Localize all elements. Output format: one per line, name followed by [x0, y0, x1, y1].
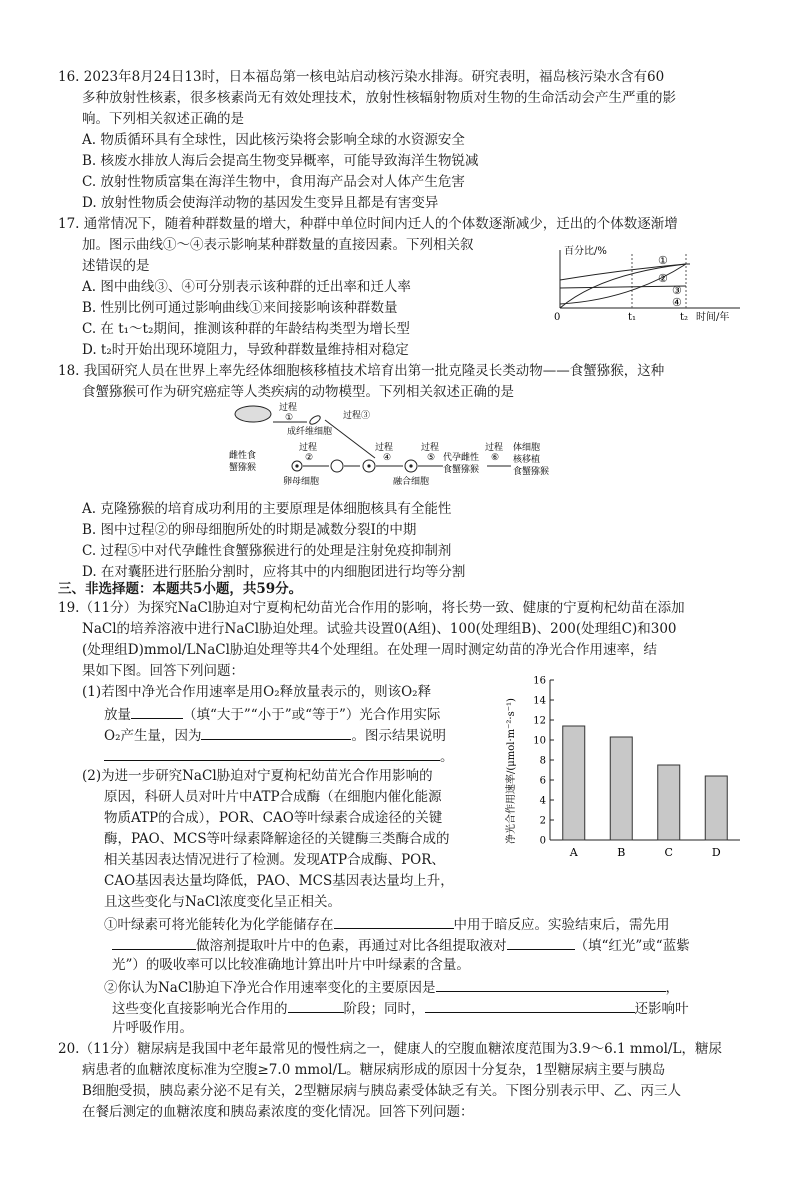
chart-category-label: A: [569, 846, 578, 859]
q18-clone-label1: 体细胞: [513, 443, 541, 453]
q18-stem-line2: 食蟹猕猴可作为研究癌症等人类疾病的动物模型。下列相关叙述正确的是: [82, 384, 514, 400]
q19-sub2-text-d: 还影响叶: [634, 1001, 689, 1017]
q19-blank-8[interactable]: [288, 998, 344, 1013]
chart-y-tick-label: 12: [533, 715, 546, 727]
q19-part2-line3: 物质ATP的合成），POR、CAO等叶绿素合成途径的关键: [104, 810, 443, 826]
q19-part1-line4: [104, 746, 454, 766]
q17-population-graph: [540, 244, 750, 324]
q18-option-a: A. 克隆猕猴的培育成功利用的主要原理是体细胞核具有全能性: [82, 501, 452, 517]
q16-option-b: B. 核废水排放人海后会提高生物变异概率，可能导致海洋生物锐减: [82, 153, 479, 169]
q19-blank-9[interactable]: [425, 998, 635, 1013]
q19-sub1-line2: [112, 935, 690, 955]
q19-blank-1[interactable]: [131, 704, 183, 719]
q19-blank-5[interactable]: [112, 935, 196, 950]
q18-egg-nucleus: [295, 464, 298, 467]
q19-sub2-line2: [112, 998, 689, 1018]
chart-bar-B: [610, 737, 632, 840]
q19-part1-text-b: （填“大于”“小于”或“等于”）光合作用实际: [183, 707, 441, 723]
q19-blank-4[interactable]: [334, 914, 454, 929]
q18-p1-label: 过程: [279, 403, 298, 413]
q20-stem-line3: B细胞受损，胰岛素分泌不足有关，2型糖尿病与胰岛素受体缺乏有关。下图分别表示甲、乙、丙三人: [82, 1083, 682, 1099]
q19-stem-line3: (处理组D)mmol/LNaCl胁迫处理等共4个处理组。在处理一周时测定幼苗的净光合作用速率，结: [82, 642, 658, 658]
q19-sub1-text-c: 做溶剂提取叶片中的色素，再通过对比各组提取液对: [196, 938, 507, 954]
q17-label-4: ④: [672, 296, 682, 309]
q18-option-b: B. 图中过程②的卵母细胞所处的时期是减数分裂Ⅰ的中期: [82, 522, 417, 538]
q18-surrogate-label2: 食蟹猕猴: [443, 465, 480, 475]
q18-female-label1: 雌性食: [229, 451, 257, 461]
chart-bar-A: [563, 726, 585, 840]
q17-stem-line2: 加。图示曲线①～④表示影响某种群数量的直接因素。下列相关叙: [82, 237, 474, 253]
chart-y-tick-label: 10: [533, 735, 546, 747]
q16-stem-line3: 响。下列相关叙述正确的是: [82, 111, 244, 127]
q19-bar-chart: [498, 672, 748, 862]
q18-p1-num: ①: [285, 413, 294, 423]
q18-cloning-diagram: [225, 400, 585, 500]
q18-enucleated-egg: [331, 460, 343, 472]
q17-xlabel: 时间/年: [696, 312, 730, 323]
q17-option-b: B. 性别比例可通过影响曲线①来间接影响该种群数量: [82, 300, 398, 316]
q19-part2-line2: 原因，科研人员对叶片中ATP合成酶（在细胞内催化能源: [104, 789, 442, 805]
chart-bar-C: [658, 765, 680, 840]
chart-category-label: C: [664, 846, 673, 859]
q19-stem-line4: 果如下图。回答下列问题：: [82, 663, 244, 679]
q18-p5-label: 过程: [421, 443, 440, 453]
q17-label-3: ③: [672, 284, 682, 297]
q19-sub1-line1: [104, 914, 670, 934]
chart-y-tick-label: 2: [539, 815, 546, 827]
q16-stem-line1: 16. 2023年8月24日13时，日本福岛第一核电站启动核污染水排海。研究表明，福岛核污染水含有60: [58, 69, 665, 85]
chart-bar-D: [705, 776, 727, 840]
q18-fused-label: 融合细胞: [393, 477, 430, 487]
q17-t1: t₁: [628, 312, 637, 323]
q19-stem-line1: 19.（11分）为探究NaCl胁迫对宁夏枸杞幼苗光合作用的影响，将长势一致、健康的宁夏枸杞幼苗在添加: [58, 600, 685, 616]
q19-stem-line2: NaCl的培养溶液中进行NaCl胁迫处理。试验共设置0(A组)、100(处理组B)、200(处理组C)和300: [82, 621, 677, 637]
q18-clone-label3: 食蟹猕猴: [513, 467, 550, 477]
q19-blank-3[interactable]: [104, 746, 440, 761]
q20-stem-line4: 在餐后测定的血糖浓度和胰岛素浓度的变化情况。回答下列问题：: [82, 1104, 474, 1120]
q18-p5-num: ⑤: [427, 453, 436, 463]
chart-y-tick-label: 16: [533, 675, 546, 687]
q17-option-a: A. 图中曲线③、④可分别表示该种群的迁出率和迁人率: [82, 279, 411, 295]
q19-part2-line5: 相关基因表达情况进行了检测。发现ATP合成酶、POR、: [104, 852, 445, 868]
q19-part1-text-d: 。图示结果说明: [351, 728, 446, 744]
q16-option-a: A. 物质循环具有全球性，因此核污染将会影响全球的水资源安全: [82, 132, 465, 148]
q17-stem-line3: 述错误的是: [82, 258, 150, 274]
q20-stem-line2: 病患者的血糖浓度标准为空腹≥7.0 mmol/L。糖尿病形成的原因十分复杂，1型糖尿病主要与胰岛: [82, 1062, 666, 1078]
q18-egg-label: 卵母细胞: [283, 477, 320, 487]
q18-clone-label2: 核移植: [513, 455, 541, 465]
q17-label-2: ②: [658, 272, 668, 285]
q19-sub1-text-d: （填“红光”或“蓝紫: [574, 938, 690, 954]
q19-sub1-text-b: 中用于暗反应。实验结束后，需先用: [453, 917, 670, 933]
q18-p2-label: 过程: [299, 443, 318, 453]
q18-fibroblast-label: 成纤维细胞: [287, 427, 333, 437]
q19-part1-line2: [104, 704, 440, 724]
q18-culture-dish: [235, 406, 271, 422]
chart-y-tick-label: 4: [539, 795, 546, 807]
q18-fibroblast-shape: [308, 414, 321, 426]
q18-p4-num: ④: [383, 453, 392, 463]
chart-y-tick-label: 0: [539, 835, 546, 847]
q19-sub2-text-c: 阶段；同时，: [343, 1001, 425, 1017]
q18-option-d: D. 在对囊胚进行胚胎分割时，应将其中的内细胞团进行均等分割: [82, 564, 466, 580]
section-3-heading: 三、非选择题：本题共5小题，共59分。: [58, 581, 303, 597]
q16-stem-line2: 多种放射性核素，很多核素尚无有效处理技术，放射性核辐射物质对生物的生命活动会产生严重的影: [82, 90, 676, 106]
q19-part1-end: 。: [440, 749, 454, 765]
q19-part1-line1: (1)若图中净光合作用速率是用O₂释放量表示的，则该O₂释: [82, 684, 432, 700]
q18-p4-label: 过程: [375, 443, 394, 453]
q18-reconstructed-nucleus: [367, 464, 370, 467]
q18-p2-num: ②: [305, 453, 314, 463]
q19-part1-text-c: O₂产生量，因为: [104, 728, 202, 744]
q19-part1-line3: [104, 725, 446, 745]
q18-arrow-3: [325, 420, 375, 458]
q17-t2: t₂: [680, 312, 689, 323]
q19-part2-line4: 酶，PAO、MCS等叶绿素降解途径的关键酶三类酶合成的: [104, 831, 450, 847]
q18-p6-num: ⑥: [491, 453, 500, 463]
q17-label-1: ①: [658, 254, 668, 267]
q18-surrogate-label1: 代孕雌性: [443, 453, 480, 463]
q16-option-d: D. 放射性物质会使海洋动物的基因发生变异且都是有害变异: [82, 195, 439, 211]
chart-y-tick-label: 6: [539, 775, 546, 787]
q19-sub2-line3: 片呼吸作用。: [112, 1020, 193, 1036]
chart-y-tick-label: 14: [533, 695, 546, 707]
q18-p6-label: 过程: [485, 443, 504, 453]
q18-fused-nucleus: [409, 464, 412, 467]
chart-y-axis-label: 净光合作用速率/(μmol·m⁻²·s⁻¹): [506, 698, 517, 844]
q19-part2-line1: (2)为进一步研究NaCl胁迫对宁夏枸杞幼苗光合作用影响的: [82, 768, 433, 784]
q17-option-c: C. 在 t₁～t₂期间，推测该种群的年龄结构类型为增长型: [82, 321, 410, 337]
chart-y-tick-label: 8: [539, 755, 546, 767]
q19-sub1-line3: 光”）的吸收率可以比较准确地计算出叶片中叶绿素的含量。: [112, 957, 470, 973]
q17-curve-3: [560, 286, 686, 288]
q18-p3-label: 过程③: [343, 411, 371, 421]
q19-part2-line6: CAO基因表达量均降低，PAO、MCS基因表达量均上升，: [104, 873, 454, 889]
chart-category-label: D: [711, 846, 721, 859]
q19-part2-line7: 且这些变化与NaCl浓度变化呈正相关。: [104, 894, 342, 910]
q17-origin: 0: [554, 312, 561, 323]
q19-blank-2[interactable]: [201, 725, 351, 740]
q19-sub1-text-a: ①叶绿素可将光能转化为化学能储存在: [104, 917, 334, 933]
q19-sub2-text-b: 这些变化直接影响光合作用的: [112, 1001, 288, 1017]
q19-sub2-text-a: ②你认为NaCl胁迫下净光合作用速率变化的主要原因是: [104, 980, 436, 996]
q18-option-c: C. 过程⑤中对代孕雌性食蟹猕猴进行的处理是注射免疫抑制剂: [82, 543, 452, 559]
q19-blank-7[interactable]: [436, 977, 666, 992]
q19-blank-6[interactable]: [507, 935, 575, 950]
q16-option-c: C. 放射性物质富集在海洋生物中，食用海产品会对人体产生危害: [82, 174, 465, 190]
q18-female-label2: 蟹猕猴: [229, 463, 257, 473]
q19-sub2-comma: ，: [665, 980, 680, 996]
q17-option-d: D. t₂时开始出现环境阻力，导致种群数量维持相对稳定: [82, 342, 409, 358]
q19-part1-text-a: 放量: [104, 707, 131, 723]
q17-ylabel: 百分比/%: [564, 246, 607, 257]
q20-stem-line1: 20.（11分）糖尿病是我国中老年最常见的慢性病之一，健康人的空腹血糖浓度范围为3.9～6.1 mmol/L，糖尿: [58, 1041, 722, 1057]
q17-stem-line1: 17. 通常情况下，随着种群数量的增大，种群中单位时间内迁人的个体数逐渐减少，迁出的个体数逐渐增: [58, 216, 678, 232]
q18-stem-line1: 18. 我国研究人员在世界上率先经体细胞核移植技术培育出第一批克隆灵长类动物——食蟹猕猴，这种: [58, 363, 665, 379]
chart-category-label: B: [617, 846, 626, 859]
q19-sub2-line1: [104, 977, 679, 997]
